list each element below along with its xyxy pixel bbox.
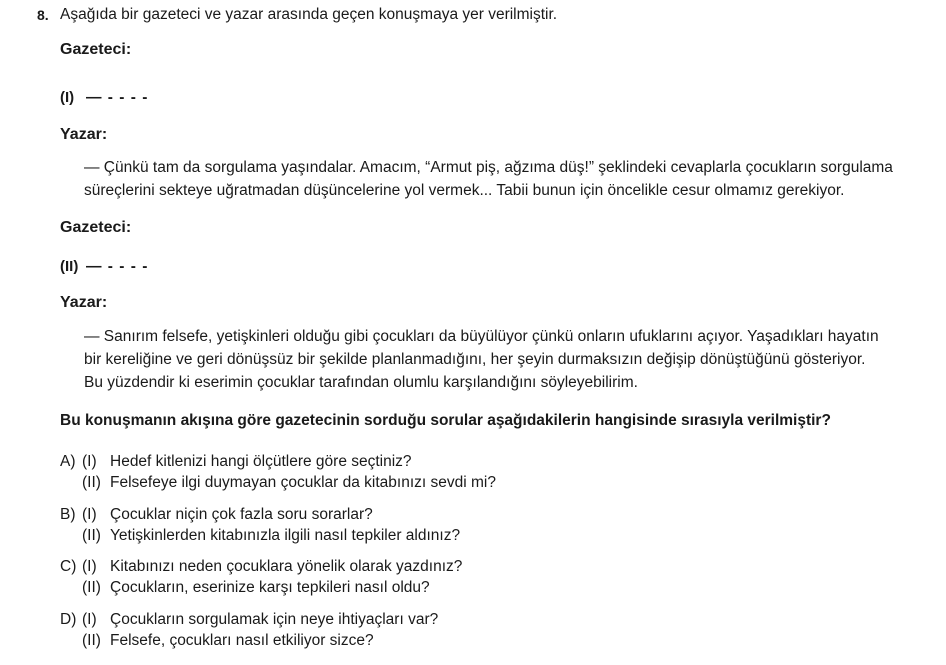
option-question-2: Çocukların, eserinize karşı tepkileri nasıl oldu? bbox=[110, 579, 430, 596]
option-roman-2: (II) bbox=[82, 579, 101, 596]
journalist-label-2: Gazeteci: bbox=[60, 219, 132, 236]
option-d[interactable] bbox=[60, 611, 438, 650]
option-question-1: Kitabınızı neden çocuklara yönelik olarak yazdınız? bbox=[110, 558, 463, 575]
question-stem: Aşağıda bir gazeteci ve yazar arasında geçen konuşmaya yer verilmiştir. bbox=[60, 6, 558, 23]
option-roman-1: (I) bbox=[82, 558, 97, 575]
writer-answer-2-line-3: Bu yüzdendir ki eserimin çocuklar tarafından olumlu karşılandığını söyleyebilirim. bbox=[84, 374, 638, 391]
writer-answer-2-line-1: — Sanırım felsefe, yetişkinleri olduğu gibi çocukları da büyülüyor çünkü onların ufuklarını açıyor. Yaşadıkları hayatın bbox=[84, 328, 879, 345]
option-roman-2: (II) bbox=[82, 474, 101, 491]
writer-label-1: Yazar: bbox=[60, 126, 108, 143]
option-letter: D) bbox=[60, 611, 77, 628]
option-c[interactable] bbox=[60, 558, 462, 597]
question-prompt: Bu konuşmanın akışına göre gazetecinin sorduğu sorular aşağıdakilerin hangisinde sırasıyla verilmiştir? bbox=[60, 412, 831, 429]
option-question-2: Yetişkinlerden kitabınızla ilgili nasıl tepkiler aldınız? bbox=[110, 527, 461, 544]
option-b[interactable] bbox=[60, 506, 460, 545]
option-letter: B) bbox=[60, 506, 76, 523]
option-question-1: Çocuklar niçin çok fazla soru sorarlar? bbox=[110, 506, 373, 523]
option-a[interactable] bbox=[60, 453, 496, 492]
option-letter: C) bbox=[60, 558, 77, 575]
option-roman-2: (II) bbox=[82, 632, 101, 649]
option-roman-1: (I) bbox=[82, 506, 97, 523]
option-roman-2: (II) bbox=[82, 527, 101, 544]
roman-numeral-1: (I) bbox=[60, 89, 75, 106]
option-roman-1: (I) bbox=[82, 453, 97, 470]
option-question-2: Felsefe, çocukları nasıl etkiliyor sizce? bbox=[110, 632, 374, 649]
option-question-2: Felsefeye ilgi duymayan çocuklar da kitabınızı sevdi mi? bbox=[110, 474, 496, 491]
journalist-label-1: Gazeteci: bbox=[60, 41, 132, 58]
question-number: 8. bbox=[37, 7, 49, 23]
blank-question-2: — - - - - bbox=[86, 258, 149, 275]
option-letter: A) bbox=[60, 453, 76, 470]
option-question-1: Çocukların sorgulamak için neye ihtiyaçları var? bbox=[110, 611, 439, 628]
roman-numeral-2: (II) bbox=[60, 258, 79, 275]
writer-answer-1-line-2: süreçlerini sekteye uğratmadan düşüncelerine yol vermek... Tabii bunun için öncelikle cesur olmamız gerekiyor. bbox=[84, 182, 845, 199]
writer-answer-2-line-2: bir kereliğine ve geri dönüşsüz bir şekilde planlanmadığını, her şeyin durmaksızın değişip dönüştüğünü gösteriyor. bbox=[84, 351, 866, 368]
writer-answer-1-line-1: — Çünkü tam da sorgulama yaşındalar. Amacım, “Armut piş, ağzıma düş!” şeklindeki cevaplarla çocukların sorgulama bbox=[84, 159, 893, 176]
writer-label-2: Yazar: bbox=[60, 294, 108, 311]
option-roman-1: (I) bbox=[82, 611, 97, 628]
blank-question-1: — - - - - bbox=[86, 89, 149, 106]
option-question-1: Hedef kitlenizi hangi ölçütlere göre seçtiniz? bbox=[110, 453, 412, 470]
